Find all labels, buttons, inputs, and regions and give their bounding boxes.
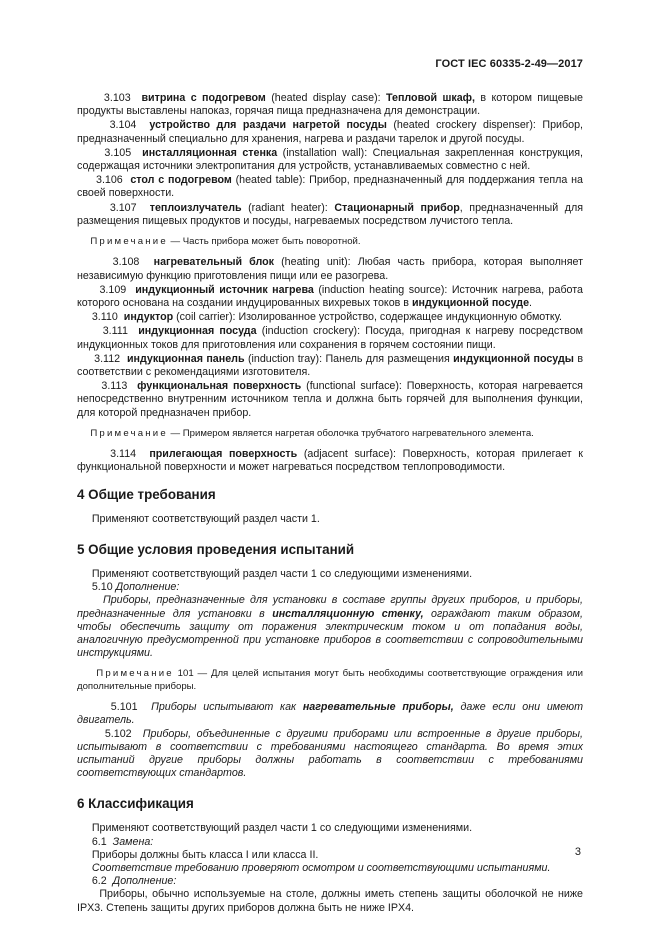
definition-3-110: 3.110 индуктор (coil carrier): Изолированное устройство, содержащее индукционную обмотку. bbox=[91, 311, 562, 324]
definition-3-109: 3.109 индукционный источник нагрева (induction heating source): Источник нагрева, работа которого основана на создании индуцированных вихревых токов в индукционной посуде. bbox=[77, 283, 583, 310]
definition-3-105: 3.105 инсталляционная стенка (installation wall): Специальная закрепленная конструкция, содержащая источники электропитания для устройств, устанавливаемых совместно с ней. bbox=[77, 146, 583, 173]
definition-3-108: 3.108 нагревательный блок (heating unit): Любая часть прибора, которая выполняет независимую функцию приготовления пищи или ее разогрева. bbox=[77, 256, 583, 282]
clause-6-2: 6.2 Дополнение: bbox=[91, 875, 177, 888]
clause-5-102: 5.102 Приборы, объединенные с другими приборами или встроенные в другие приборы, испытывают в соответствии с требованиями настоящего стандарта. Во время этих испытаний другие приборы должны работать в соответствии с требованиями соответствующих стандартов. bbox=[77, 727, 583, 780]
definition-3-111: 3.111 индукционная посуда (induction crockery): Посуда, пригодная к нагреву посредством индукционных токов для приготовления или сохранения в горячем состоянии пищи. bbox=[77, 325, 584, 351]
definition-3-112: 3.112 индукционная панель (induction tray): Панель для размещения индукционной посуды в соответствии с рекомендациями изготовителя. bbox=[77, 352, 583, 379]
section-4-text: Применяют соответствующий раздел части 1. bbox=[91, 512, 320, 525]
note-3-107: Примечание — Часть прибора может быть поворотной. bbox=[90, 236, 361, 248]
note-3-113: Примечание — Примером является нагретая оболочка трубчатого нагревательного элемента. bbox=[90, 427, 534, 439]
clause-6-1: 6.1 Замена: bbox=[91, 835, 154, 848]
page-number: 3 bbox=[574, 846, 581, 858]
definition-3-113: 3.113 функциональная поверхность (functional surface): Поверхность, которая нагревается непосредственно внутренним источником тепла и должна быть горячей для выполнения функции, для которой предназначен прибор. bbox=[77, 380, 583, 419]
definition-3-114: 3.114 прилегающая поверхность (adjacent surface): Поверхность, которая прилегает к функциональной поверхности и может нагреваться посредством теплопроводимости. bbox=[77, 448, 583, 474]
clause-5-101: 5.101 Приборы испытывают как нагревательные приборы, даже если они имеют двигатель. bbox=[77, 701, 583, 727]
clause-6-1-check: Соответствие требованию проверяют осмотром и соответствующими испытаниями. bbox=[91, 861, 551, 874]
section-5-heading: 5 Общие условия проведения испытаний bbox=[77, 541, 355, 557]
definition-3-104: 3.104 устройство для раздачи нагретой посуды (heated crockery dispenser): Прибор, предназначенный специально для хранения, нагрева и раздачи тарелок и другой посуды. bbox=[77, 119, 583, 145]
section-4-heading: 4 Общие требования bbox=[77, 486, 216, 502]
standard-code-header: ГОСТ IEC 60335-2-49—2017 bbox=[435, 58, 583, 70]
clause-6-2-text: Приборы, обычно используемые на столе, должны иметь степень защиты оболочкой не ниже IPX3. Степень защиты других приборов должна быть не ниже IPX4. bbox=[77, 888, 583, 914]
section-5-intro: Применяют соответствующий раздел части 1 со следующими изменениями. bbox=[91, 567, 473, 580]
section-6-intro: Применяют соответствующий раздел части 1 со следующими изменениями. bbox=[91, 822, 473, 835]
clause-5-10-body: Приборы, предназначенные для установки в составе группы других приборов, и приборы, предназначенные для установки в инсталляционную стенку, ограждают таким образом, чтобы обеспечить защиту от поражения электрическим током и от попадания воды, аналогичную предусмотренной при установке приборов в соответствии с сопроводительными инструкциями. bbox=[77, 594, 583, 660]
page-content bbox=[77, 92, 583, 915]
clause-5-10: 5.10 Дополнение: bbox=[91, 581, 180, 594]
definition-3-106: 3.106 стол с подогревом (heated table): Прибор, предназначенный для поддержания тепла на своей поверхности. bbox=[77, 174, 583, 200]
definition-3-107: 3.107 теплоизлучатель (radiant heater): Стационарный прибор, предназначенный для размещения пищевых продуктов и посуды, нагреваемых посредством лучистого тепла. bbox=[77, 201, 583, 227]
definition-3-103: 3.103 витрина с подогревом (heated display case): Тепловой шкаф, в котором пищевые продукты выставлены напоказ, горячая пища предназначена для демонстрации. bbox=[77, 92, 583, 118]
clause-6-1-text: Приборы должны быть класса I или класса II. bbox=[91, 848, 319, 861]
note-101: Примечание 101 — Для целей испытания могут быть необходимы соответствующие ограждения или дополнительные приборы. bbox=[77, 668, 584, 692]
section-6-heading: 6 Классификация bbox=[77, 796, 194, 812]
